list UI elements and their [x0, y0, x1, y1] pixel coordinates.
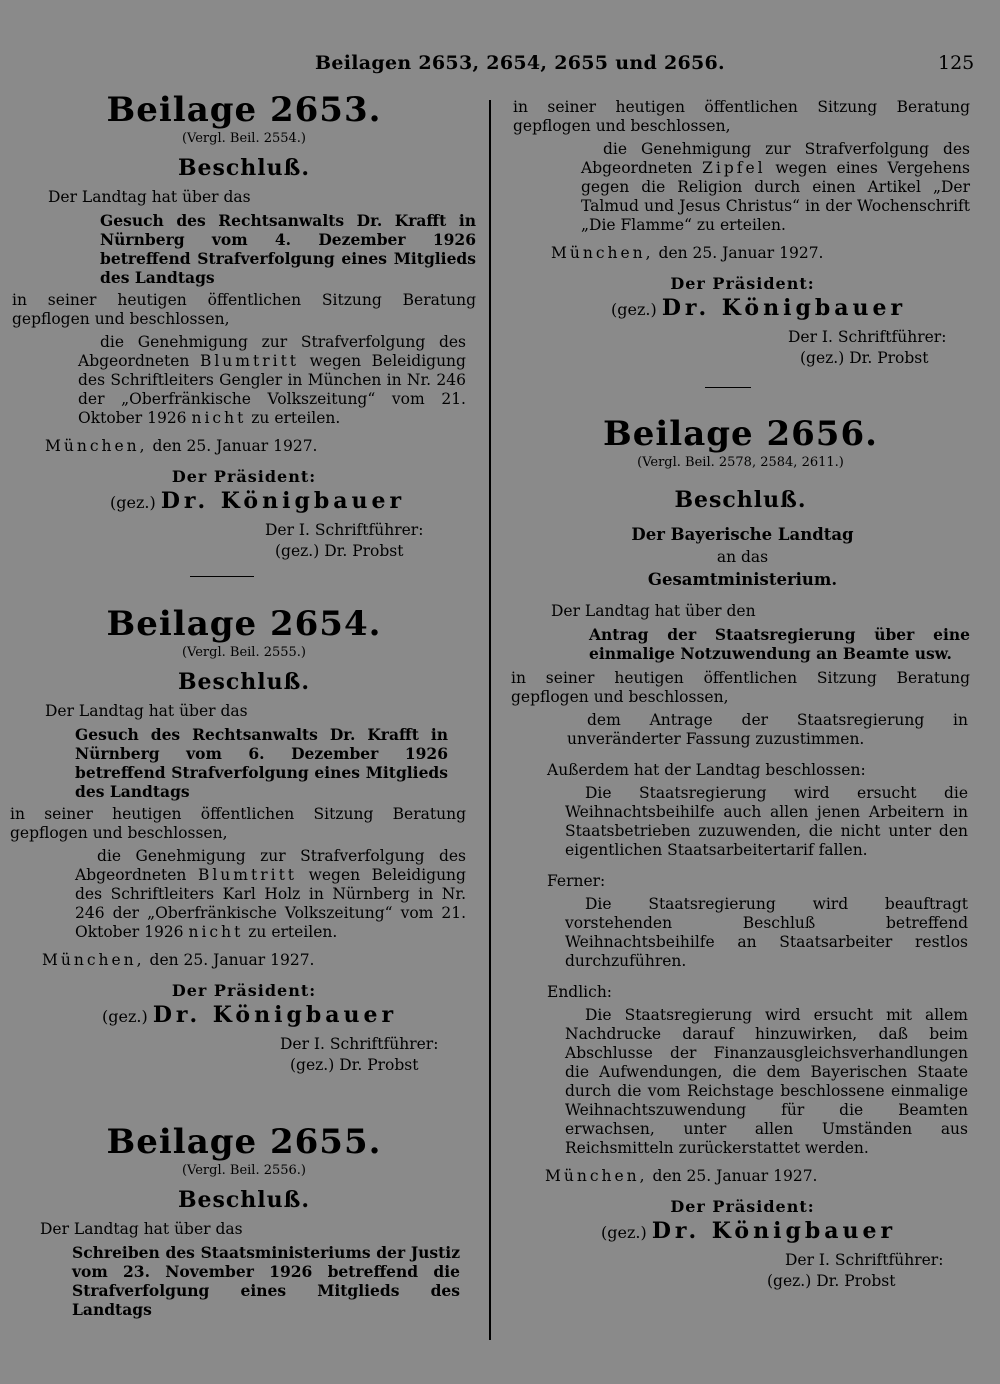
- decision-nicht: nicht: [188, 923, 244, 941]
- endlich-text: Endlich:: [547, 983, 613, 1001]
- intro-text: Der Landtag hat über das: [48, 188, 251, 206]
- paragraph-2: Die Staatsregierung wird beauftragt vorstehenden Beschluß betreffend Weihnachtsbeihilfe an Staatsarbeiter restlos durchzuführen.: [565, 895, 968, 970]
- schriftfuehrer-name: (gez.) Dr. Probst: [767, 1272, 896, 1290]
- praesident-signature: [110, 488, 488, 516]
- section-2654: [0, 604, 488, 1076]
- paragraph-1: Die Staatsregierung wird ersucht die Weihnachtsbeihilfe auch allen jenen Arbeitern in Staatsbetrieben zuzuwenden, die nicht unter den eigentlichen Staatsarbeitertarif fallen.: [565, 784, 968, 859]
- subject-text: Schreiben des Staatsministeriums der Justiz vom 23. November 1926 betreffend die Strafverfolgung eines Mitglieds des Landtags: [72, 1243, 460, 1319]
- section-divider: [190, 576, 254, 577]
- schriftfuehrer-label: Der I. Schriftführer:: [265, 521, 424, 539]
- schriftfuehrer-name: (gez.) Dr. Probst: [290, 1056, 419, 1074]
- beschluss-title: Beschluß.: [177, 1187, 311, 1213]
- date-line: [42, 950, 488, 970]
- gez-label: (gez.): [601, 1223, 647, 1242]
- date: den 25. Januar 1927.: [658, 244, 824, 262]
- praesident-label: Der Präsident:: [670, 1197, 815, 1216]
- schriftfuehrer-label: Der I. Schriftführer:: [785, 1251, 944, 1269]
- date-line: [545, 1166, 1000, 1186]
- ausserdem-text: Außerdem hat der Landtag beschlossen:: [547, 761, 866, 779]
- section-2655-continued: [495, 98, 1000, 388]
- decision-name: Blumtritt: [199, 352, 300, 370]
- decision-text: dem Antrage der Staatsregierung in unveränderter Fassung zuzustimmen.: [567, 711, 968, 748]
- intro-text: Der Landtag hat über das: [40, 1220, 243, 1238]
- session-text: in seiner heutigen öffentlichen Sitzung Beratung gepflogen und beschlossen,: [513, 98, 970, 135]
- running-title: Beilagen 2653, 2654, 2655 und 2656.: [315, 52, 725, 74]
- praesident-signature: [611, 295, 1000, 323]
- decision-nicht: nicht: [191, 409, 247, 427]
- decision-part: zu erteilen.: [251, 409, 341, 427]
- section-2653: [0, 90, 488, 577]
- praesident-name: Dr. Königbauer: [651, 1218, 897, 1244]
- section-divider: [705, 387, 751, 388]
- schriftfuehrer-label: Der I. Schriftführer:: [280, 1035, 439, 1053]
- section-heading: Beilage 2656.: [603, 414, 878, 454]
- date-place: München,: [42, 951, 145, 969]
- beschluss-title: Beschluß.: [674, 487, 807, 513]
- session-text: in seiner heutigen öffentlichen Sitzung Beratung gepflogen und beschlossen,: [10, 805, 466, 842]
- addressee-an: an das: [716, 548, 769, 566]
- gez-label: (gez.): [611, 300, 657, 319]
- decision-part: wegen Beleidigung des Schriftleiters Karl Holz in Nürnberg in Nr. 246 der „Oberfränkische Volkszeitung“ vom 21. Oktober 1926: [75, 866, 466, 941]
- date-place: München,: [545, 1167, 648, 1185]
- date-place: München,: [551, 244, 654, 262]
- date: den 25. Januar 1927.: [652, 1167, 818, 1185]
- decision-text: [581, 140, 970, 235]
- praesident-signature: [102, 1002, 488, 1030]
- subject-text: Gesuch des Rechtsanwalts Dr. Krafft in Nürnberg vom 4. Dezember 1926 betreffend Strafverfolgung eines Mitglieds des Landtags: [100, 211, 476, 287]
- date: den 25. Januar 1927.: [152, 437, 318, 455]
- praesident-name: Dr. Königbauer: [152, 1002, 398, 1028]
- schriftfuehrer-name: (gez.) Dr. Probst: [275, 542, 404, 560]
- date: den 25. Januar 1927.: [149, 951, 315, 969]
- praesident-signature: [601, 1218, 1000, 1246]
- decision-text: [78, 333, 466, 428]
- praesident-label: Der Präsident:: [171, 467, 317, 486]
- subject-text: Gesuch des Rechtsanwalts Dr. Krafft in Nürnberg vom 6. Dezember 1926 betreffend Strafverfolgung eines Mitglieds des Landtags: [75, 725, 448, 801]
- section-ref: (Vergl. Beil. 2556.): [181, 1163, 307, 1178]
- decision-name: Blumtritt: [197, 866, 298, 884]
- schriftfuehrer-label: Der I. Schriftführer:: [788, 328, 947, 346]
- decision-part: die Genehmigung zur Strafverfolgung des Abgeordneten: [581, 140, 970, 177]
- beschluss-title: Beschluß.: [177, 155, 311, 181]
- session-text: in seiner heutigen öffentlichen Sitzung Beratung gepflogen und beschlossen,: [511, 669, 970, 706]
- decision-part: wegen eines Vergehens gegen die Religion durch einen Artikel „Der Talmud und Jesus Christus“ in der Wochenschrift „Die Flamme“ zu erteilen.: [581, 159, 970, 234]
- praesident-label: Der Präsident:: [171, 981, 317, 1000]
- date-line: [551, 243, 1000, 263]
- gez-label: (gez.): [102, 1007, 148, 1026]
- session-text: in seiner heutigen öffentlichen Sitzung Beratung gepflogen und beschlossen,: [12, 291, 476, 328]
- section-ref: (Vergl. Beil. 2555.): [181, 645, 307, 660]
- section-heading: Beilage 2654.: [106, 604, 382, 644]
- section-heading: Beilage 2653.: [106, 90, 382, 130]
- praesident-name: Dr. Königbauer: [160, 488, 406, 514]
- subject-text: Antrag der Staatsregierung über eine einmalige Notzuwendung an Beamte usw.: [589, 625, 970, 663]
- decision-part: die Genehmigung zur Strafverfolgung des Abgeordneten: [75, 847, 466, 884]
- addressee-to: Gesamtministerium.: [647, 570, 838, 589]
- section-ref: (Vergl. Beil. 2578, 2584, 2611.): [637, 455, 844, 470]
- section-2656: [495, 414, 1000, 1292]
- page-number: 125: [938, 52, 975, 74]
- decision-part: die Genehmigung zur Strafverfolgung des Abgeordneten: [78, 333, 466, 370]
- section-2655: [0, 1122, 488, 1319]
- beschluss-title: Beschluß.: [177, 669, 311, 695]
- decision-text: [75, 847, 466, 942]
- paragraph-3: Die Staatsregierung wird ersucht mit allem Nachdrucke darauf hinzuwirken, daß beim Abschlusse der Finanzausgleichsverhandlungen die Aufwendungen, die dem Bayerischen Staate durch die vom Reichstage beschlossene einmalige Weihnachtszuwendung für die Beamten erwachsen, unter allen Umständen aus Reichsmitteln zurückerstattet werden.: [565, 1006, 968, 1157]
- section-heading: Beilage 2655.: [106, 1122, 382, 1162]
- addressee-from: Der Bayerische Landtag: [631, 525, 854, 544]
- praesident-name: Dr. Königbauer: [661, 295, 907, 321]
- decision-name: Zipfel: [702, 159, 766, 177]
- page-header: [0, 52, 1000, 82]
- ferner-text: Ferner:: [547, 872, 606, 890]
- intro-text: Der Landtag hat über den: [551, 602, 756, 620]
- section-ref: (Vergl. Beil. 2554.): [181, 131, 307, 146]
- decision-part: zu erteilen.: [248, 923, 338, 941]
- gez-label: (gez.): [110, 493, 156, 512]
- praesident-label: Der Präsident:: [670, 274, 815, 293]
- decision-part: wegen Beleidigung des Schriftleiters Gengler in München in Nr. 246 der „Oberfränkische Volkszeitung“ vom 21. Oktober 1926: [78, 352, 466, 427]
- schriftfuehrer-name: (gez.) Dr. Probst: [800, 349, 929, 367]
- date-place: München,: [45, 437, 148, 455]
- intro-text: Der Landtag hat über das: [45, 702, 248, 720]
- date-line: [45, 436, 488, 456]
